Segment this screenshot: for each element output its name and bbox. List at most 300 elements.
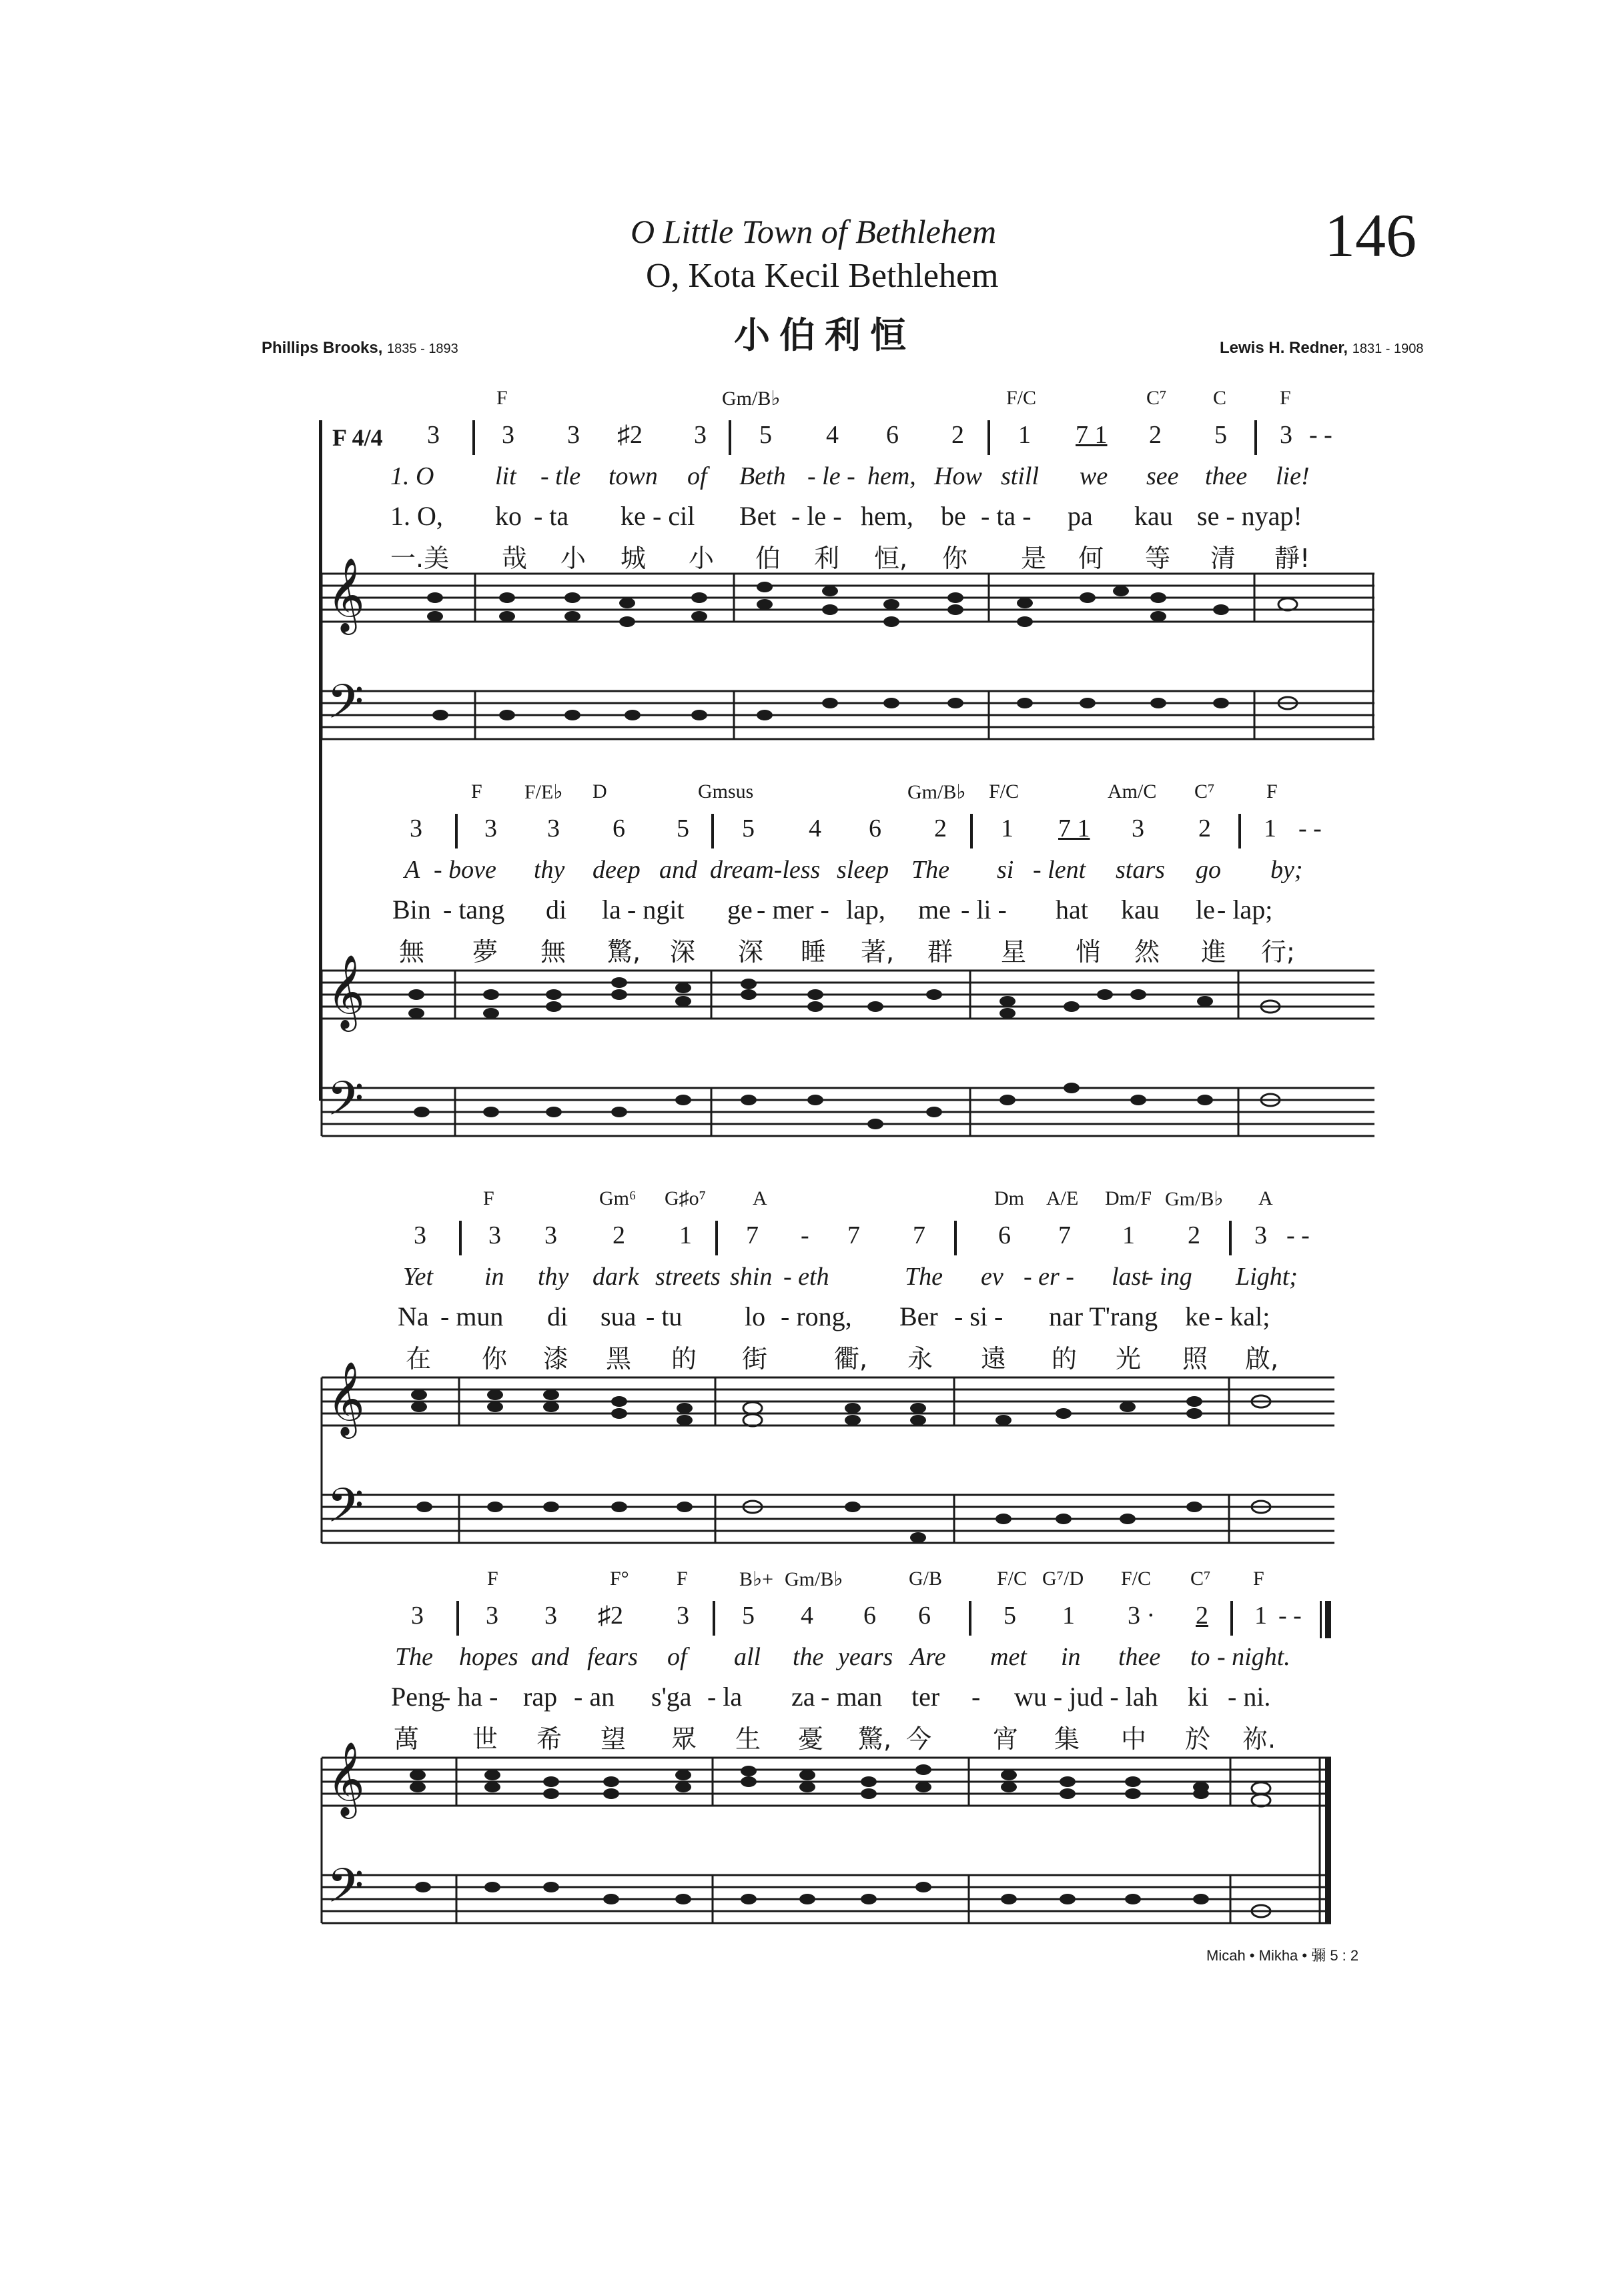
lyric-syllable: la [602, 895, 621, 925]
lyric-syllable: hat [1056, 895, 1088, 925]
lyric-syllable: 集 [1054, 1724, 1080, 1754]
lyric-syllable: 永 [907, 1344, 933, 1373]
note-number: 7 [847, 1221, 860, 1249]
lyric-syllable: 照 [1182, 1344, 1208, 1373]
chord: C⁷ [1190, 1568, 1211, 1590]
lyric-syllable: - kal; [1214, 1301, 1270, 1331]
lyric-syllable: - [971, 1682, 981, 1712]
chord: G♯o⁷ [665, 1187, 707, 1209]
chord: Dm [994, 1187, 1024, 1209]
note-number: 1 [1122, 1221, 1135, 1249]
lyric-syllable: 光 [1116, 1344, 1142, 1373]
lyric-syllable: ke [1185, 1301, 1210, 1331]
lyric-syllable: ke [621, 501, 646, 531]
lyric-syllable: 中 [1121, 1724, 1147, 1754]
lyric-syllable: 伯 [755, 544, 781, 573]
note-number: 7 [746, 1221, 759, 1249]
note-number: 3 [502, 421, 514, 449]
lyric-syllable: 漆 [543, 1344, 569, 1373]
lyric-syllable: 遠 [981, 1344, 1007, 1373]
lyric-syllable: thy [538, 1263, 569, 1291]
lyric-syllable: - er - [1024, 1263, 1074, 1291]
lyric-syllable: 群 [927, 937, 953, 967]
lyric-syllable: see [1146, 462, 1179, 490]
note-number: 6 [998, 1221, 1011, 1249]
note-number: 4 [801, 1602, 813, 1630]
lyric-syllable: - mun [440, 1301, 504, 1331]
note-number: 5 [1214, 421, 1227, 449]
note-number: 1 [1254, 1602, 1267, 1630]
chord: D [592, 780, 607, 802]
chord: Gm/B♭ [785, 1568, 843, 1590]
barline [987, 420, 990, 455]
note-number: ♯2 [617, 421, 643, 449]
note-number: 7 [1058, 1221, 1071, 1249]
notes [427, 582, 1297, 720]
lyric-syllable: - night. [1217, 1643, 1290, 1671]
lyric-syllable: ki [1188, 1682, 1209, 1712]
lyric-syllable: - bove [434, 856, 496, 884]
note-number: 2 [951, 421, 964, 449]
lyric-syllable: we [1080, 462, 1108, 490]
note-number: 3 [1254, 1221, 1267, 1249]
chord: F/C [1121, 1568, 1152, 1590]
lyric-syllable: in [1061, 1643, 1081, 1671]
note-number: 3 [567, 421, 580, 449]
note-number: 4 [826, 421, 839, 449]
lyric-syllable: 一.美 [390, 544, 450, 573]
lyric-syllable: 萬 [394, 1724, 420, 1754]
lyric-syllable: 的 [1052, 1344, 1078, 1373]
lyric-syllable: Beth [739, 462, 786, 490]
lyric-syllable: 小 [560, 544, 586, 573]
lyric-syllable: town [609, 462, 658, 490]
barline [954, 1221, 957, 1255]
lyric-syllable: di [546, 895, 567, 925]
barline [455, 814, 458, 848]
title-chinese: 小伯利恒 [734, 314, 915, 356]
lyric-syllable: met [990, 1643, 1027, 1671]
lyric-syllable: 哉 [502, 544, 528, 573]
note-number: 3 [1280, 421, 1292, 449]
lyric-syllable: lap, [846, 895, 885, 925]
lyric-syllable: 驚, [858, 1724, 892, 1754]
treble-clef-icon [327, 557, 365, 635]
chord: F [1280, 387, 1291, 409]
lyric-syllable: hem, [867, 462, 916, 490]
note-number: 7 [913, 1221, 925, 1249]
lyric-syllable: - rong, [781, 1301, 852, 1331]
treble-clef-icon: 𝄞 [327, 954, 365, 1029]
lyric-syllable: fears [587, 1643, 638, 1671]
lyric-syllable: 驚, [607, 937, 641, 967]
note-number: 3 [427, 421, 440, 449]
barline [713, 1601, 715, 1636]
lyric-syllable: 今 [906, 1724, 932, 1754]
note-number: - - [1286, 1221, 1310, 1249]
lyric-syllable: 世 [472, 1724, 498, 1754]
barline [715, 1221, 718, 1255]
lyric-syllable: nar T'rang [1049, 1301, 1158, 1331]
lyric-syllable: lit [495, 462, 516, 490]
lyric-syllable: The [911, 856, 949, 884]
lyric-syllable: thy [534, 856, 565, 884]
lyric-syllable: 在 [406, 1344, 432, 1373]
note-number: 3 [677, 1602, 689, 1630]
note-number: 3 [488, 1221, 501, 1249]
lyric-syllable: hopes [459, 1643, 518, 1671]
lyric-syllable: A [404, 856, 420, 884]
lyric-syllable: 清 [1210, 544, 1236, 573]
note-number: 2 [1188, 1221, 1200, 1249]
grand-staff [0, 954, 1612, 1184]
hymn-number: 146 [1324, 201, 1417, 269]
lyric-syllable: 深 [738, 937, 764, 967]
note-number: 3 [694, 421, 707, 449]
lyric-syllable: rap [523, 1682, 558, 1712]
lyric-syllable: - le - [807, 462, 855, 490]
note-number: - - [1278, 1602, 1302, 1630]
lyric-syllable: 夢 [472, 937, 498, 967]
music-credit [1220, 339, 1424, 358]
words-author: Phillips Brooks, [262, 339, 383, 357]
lyric-syllable: ko [495, 501, 522, 531]
note-number: 7 1 [1058, 814, 1090, 842]
lyric-syllable: se - nyap! [1197, 501, 1302, 531]
barline [970, 814, 973, 848]
lyric-syllable: hem, [861, 501, 913, 531]
lyric-syllable: Na [398, 1301, 429, 1331]
lyric-syllable: Peng [391, 1682, 444, 1712]
grand-staff [0, 1361, 1612, 1591]
title-english: O Little Town of Bethlehem [631, 213, 997, 250]
lyric-syllable: thee [1118, 1643, 1161, 1671]
chord: A/E [1046, 1187, 1079, 1209]
lyric-syllable: and [531, 1643, 569, 1671]
lyric-syllable: 等 [1145, 544, 1171, 573]
lyric-syllable: s'ga [651, 1682, 692, 1712]
chord: Gm⁶ [599, 1187, 637, 1209]
bass-clef-icon [327, 674, 364, 741]
words-credit [262, 339, 458, 358]
lyric-syllable: - tu [646, 1301, 683, 1331]
lyric-syllable: dream-less [710, 856, 821, 884]
chord: F [496, 387, 508, 409]
note-number: 4 [809, 814, 821, 842]
lyric-syllable: 你 [482, 1344, 508, 1373]
lyric-syllable: - si - [954, 1301, 1003, 1331]
lyric-syllable: Bet [739, 501, 777, 531]
lyric-syllable: ev [981, 1263, 1003, 1291]
lyric-syllable: shin [730, 1263, 773, 1291]
lyric-syllable: dark [592, 1263, 639, 1291]
chord: Gmsus [698, 780, 754, 802]
svg-text:𝄢: 𝄢 [327, 674, 364, 741]
lyric-syllable: 宵 [993, 1724, 1019, 1754]
chord: G⁷/D [1042, 1568, 1084, 1590]
lyric-syllable: 恒, [874, 544, 908, 573]
chord: A [1258, 1187, 1273, 1209]
note-number: - - [1309, 421, 1332, 449]
lyric-syllable: 靜! [1274, 544, 1310, 573]
chord: F/C [997, 1568, 1028, 1590]
note-number: 3 [544, 1602, 557, 1630]
lyric-syllable: deep [592, 856, 641, 884]
lyric-syllable: pa [1068, 501, 1093, 531]
chord: F [483, 1187, 494, 1209]
barline [969, 1601, 971, 1636]
note-number: 5 [759, 421, 772, 449]
grand-staff [0, 1741, 1612, 1971]
lyric-syllable: 著, [861, 937, 895, 967]
lyric-syllable: Yet [403, 1263, 434, 1291]
note-number: 3 [411, 1602, 424, 1630]
note-number: 2 [1149, 421, 1162, 449]
lyric-syllable: 進 [1201, 937, 1227, 967]
barline [1238, 814, 1241, 848]
lyric-syllable: in [484, 1263, 504, 1291]
lyric-syllable: How [934, 462, 982, 490]
lyric-syllable: 衢, [834, 1344, 868, 1373]
lyric-syllable: sua [600, 1301, 637, 1331]
note-number: 2 [934, 814, 947, 842]
lyric-syllable: za [791, 1682, 815, 1712]
lyric-syllable: 於 [1185, 1724, 1211, 1754]
notes [410, 1764, 1270, 1917]
lyric-syllable: wu - jud - lah [1014, 1682, 1158, 1712]
lyric-syllable: 希 [536, 1724, 562, 1754]
lyric-syllable: 何 [1078, 544, 1104, 573]
chord: F [1253, 1568, 1264, 1590]
lyric-syllable: ge [727, 895, 753, 925]
note-number: 3 [1132, 814, 1144, 842]
lyric-syllable: 無 [540, 937, 566, 967]
note-number: 5 [1003, 1602, 1016, 1630]
lyric-syllable: and [659, 856, 697, 884]
note-number: 1 [1062, 1602, 1075, 1630]
note-number: 3 [484, 814, 497, 842]
lyric-syllable: - le - [791, 501, 842, 531]
lyric-syllable: thee [1205, 462, 1248, 490]
barline [1254, 420, 1257, 455]
lyric-syllable: - man [821, 1682, 883, 1712]
note-number: 1 [1018, 421, 1031, 449]
lyric-syllable: be [941, 501, 966, 531]
lyric-syllable: go [1196, 856, 1221, 884]
lyric-syllable: The [905, 1263, 943, 1291]
barline [1229, 1221, 1232, 1255]
note-number: ♯2 [598, 1602, 623, 1630]
lyric-syllable: - eth [783, 1263, 829, 1291]
note-number: 3 [414, 1221, 426, 1249]
chord: F/E♭ [524, 781, 563, 803]
chord: F/C [989, 780, 1020, 802]
barline [456, 1601, 459, 1636]
lyric-syllable: - ngit [627, 895, 685, 925]
note-number: 3 [547, 814, 560, 842]
svg-text:𝄞: 𝄞 [327, 557, 365, 632]
lyric-syllable: - an [574, 1682, 615, 1712]
note-number: 5 [742, 814, 755, 842]
lyric-syllable: me [918, 895, 951, 925]
note-number: 6 [886, 421, 899, 449]
lyric-syllable: years [838, 1643, 893, 1671]
note-number: 7 1 [1076, 421, 1108, 449]
note-number: 2 [613, 1221, 625, 1249]
chord: A [753, 1187, 767, 1209]
music-dates: 1831 - 1908 [1352, 342, 1424, 356]
lyric-syllable: - tang [443, 895, 505, 925]
lyric-syllable: 然 [1134, 937, 1160, 967]
lyric-syllable: 星 [1001, 937, 1027, 967]
lyric-syllable: - ta - [981, 501, 1032, 531]
chord: F [1266, 780, 1278, 802]
lyric-syllable: 祢. [1242, 1724, 1276, 1754]
lyric-syllable: - lent [1033, 856, 1086, 884]
lyric-syllable: The [395, 1643, 433, 1671]
notes [408, 977, 1280, 1129]
note-number: 1 [679, 1221, 692, 1249]
note-number: - [801, 1221, 809, 1249]
lyric-syllable: 啟, [1245, 1344, 1279, 1373]
chord: Gm/B♭ [722, 388, 781, 410]
lyric-syllable: 小 [689, 544, 715, 573]
lyric-syllable: kau [1134, 501, 1173, 531]
note-number: 3 [410, 814, 422, 842]
note-number: - - [1298, 814, 1322, 842]
note-number: 3 [544, 1221, 557, 1249]
lyric-syllable: sleep [837, 856, 889, 884]
note-number: 6 [918, 1602, 931, 1630]
lyric-syllable: 街 [742, 1344, 768, 1373]
lyric-syllable: 1. O [390, 462, 434, 490]
chord: B♭+ [739, 1568, 774, 1590]
lyric-syllable: - lap; [1217, 895, 1273, 925]
lyric-syllable: kau [1121, 895, 1160, 925]
barline [711, 814, 714, 848]
lyric-syllable: 城 [621, 544, 647, 573]
chord: F/C [1006, 387, 1037, 409]
lyric-syllable: stars [1116, 856, 1165, 884]
lyric-syllable: - la [707, 1682, 743, 1712]
chord: Gm/B♭ [907, 781, 966, 803]
lyric-syllable: lie! [1276, 462, 1310, 490]
lyric-syllable: 是 [1021, 544, 1047, 573]
barline [472, 420, 475, 455]
note-number: 6 [613, 814, 625, 842]
chord: Am/C [1108, 780, 1157, 802]
lyric-syllable: 無 [399, 937, 425, 967]
note-number: 5 [677, 814, 689, 842]
lyric-syllable: of [687, 462, 707, 490]
lyric-syllable: le [1196, 895, 1215, 925]
lyric-syllable: by; [1270, 856, 1303, 884]
treble-clef-icon: 𝄞 [327, 1361, 365, 1436]
chord: G/B [909, 1568, 943, 1590]
lyric-syllable: 悄 [1076, 937, 1102, 967]
lyric-syllable: of [667, 1643, 687, 1671]
final-barline [1320, 1601, 1322, 1638]
chord: F [487, 1568, 498, 1590]
lyric-syllable: - ing [1145, 1263, 1192, 1291]
lyric-syllable: 的 [671, 1344, 697, 1373]
lyric-syllable: 憂 [798, 1724, 824, 1754]
note-number: 2 [1196, 1602, 1208, 1630]
lyric-syllable: last [1112, 1263, 1148, 1291]
lyric-syllable: 深 [670, 937, 696, 967]
chord: F° [610, 1568, 629, 1590]
lyric-syllable: 黑 [606, 1344, 632, 1373]
note-number: 6 [869, 814, 881, 842]
lyric-syllable: - li - [961, 895, 1007, 925]
note-number: 6 [863, 1602, 876, 1630]
chord: Gm/B♭ [1165, 1188, 1224, 1210]
lyric-syllable: - ni. [1228, 1682, 1271, 1712]
lyric-syllable: ter [911, 1682, 940, 1712]
lyric-syllable: 眾 [671, 1724, 697, 1754]
note-number: 3 [486, 1602, 498, 1630]
lyric-syllable: - cil [653, 501, 695, 531]
lyric-syllable: Ber [899, 1301, 938, 1331]
treble-clef-icon: 𝄞 [327, 1741, 365, 1816]
lyric-syllable: to [1190, 1643, 1210, 1671]
music-author: Lewis H. Redner, [1220, 339, 1348, 357]
chord: C [1213, 387, 1227, 409]
note-number: 1 [1001, 814, 1014, 842]
scripture-reference: Micah • Mikha • 彌 5 : 2 [1206, 1947, 1359, 1964]
note-number: 2 [1198, 814, 1211, 842]
barline [1230, 1601, 1233, 1636]
lyric-syllable: 利 [814, 544, 840, 573]
lyric-syllable: 望 [600, 1724, 627, 1754]
lyric-syllable: 你 [942, 544, 968, 573]
barline [459, 1221, 462, 1255]
lyric-syllable: di [547, 1301, 568, 1331]
chord: F [471, 780, 482, 802]
lyric-syllable: Light; [1236, 1263, 1298, 1291]
chord: C⁷ [1146, 387, 1167, 409]
lyric-syllable: - ha - [442, 1682, 498, 1712]
title-indonesian: O, Kota Kecil Bethlehem [646, 257, 999, 295]
lyric-syllable: the [793, 1643, 824, 1671]
lyric-syllable: 行; [1261, 937, 1295, 967]
note-number: 3 · [1128, 1602, 1156, 1630]
bass-clef-icon: 𝄢 [327, 1858, 364, 1925]
barline [729, 420, 731, 455]
lyric-syllable: 1. O, [390, 501, 443, 531]
words-dates: 1835 - 1893 [387, 342, 458, 356]
chord: Dm/F [1105, 1187, 1152, 1209]
bass-clef-icon: 𝄢 [327, 1478, 364, 1545]
lyric-syllable: still [1001, 462, 1040, 490]
lyric-syllable: - ta [534, 501, 569, 531]
lyric-syllable: all [734, 1643, 761, 1671]
lyric-syllable: lo [745, 1301, 766, 1331]
lyric-syllable: 生 [735, 1724, 761, 1754]
bass-clef-icon: 𝄢 [327, 1071, 364, 1138]
lyric-syllable: Bin [392, 895, 431, 925]
lyric-syllable: Are [910, 1643, 946, 1671]
lyric-syllable: si [997, 856, 1014, 884]
note-number: 1 [1264, 814, 1276, 842]
lyric-syllable: - tle [540, 462, 581, 490]
key-signature: F 4/4 [332, 424, 383, 451]
lyric-syllable: 睡 [801, 937, 827, 967]
final-barline-thick [1325, 1601, 1331, 1638]
lyric-syllable: - mer - [757, 895, 829, 925]
note-number: 5 [742, 1602, 755, 1630]
lyric-syllable: streets [655, 1263, 721, 1291]
